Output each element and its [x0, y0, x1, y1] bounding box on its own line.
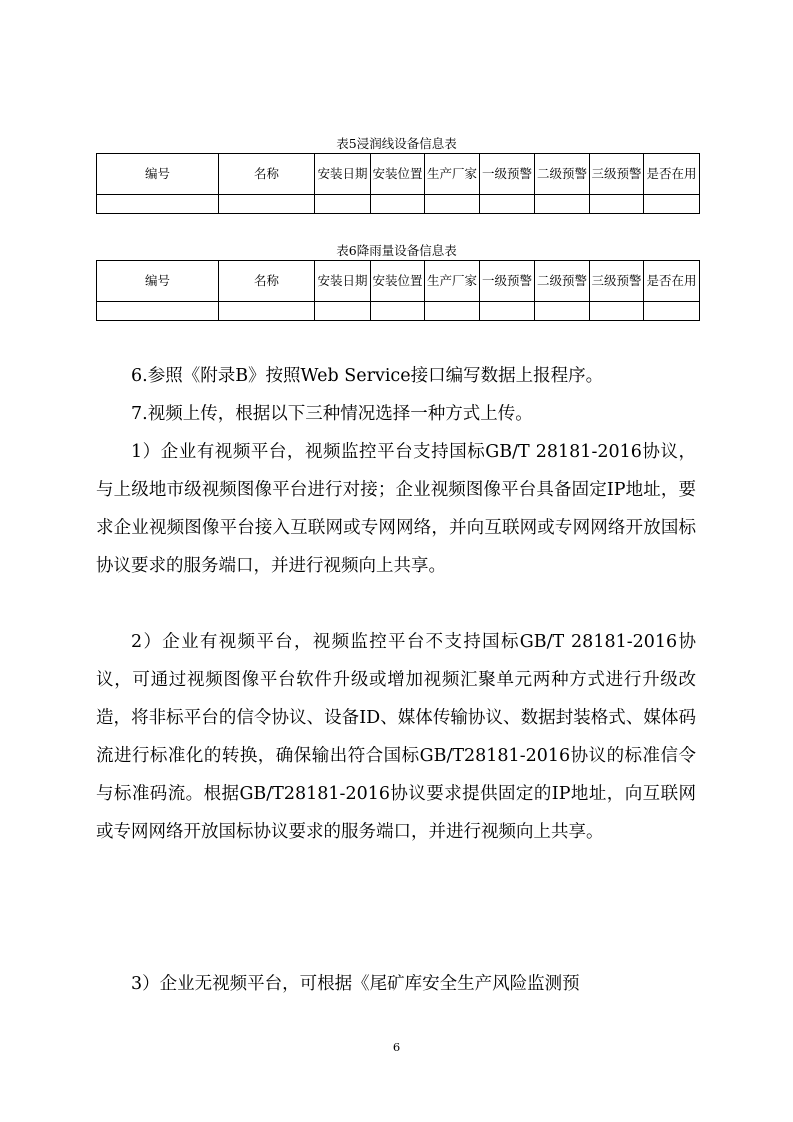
paragraph-step-7: 7.视频上传，根据以下三种情况选择一种方式上传。 — [131, 404, 533, 424]
table5-header-level3-warning: 三级预警 — [590, 154, 644, 195]
table6-caption: 表6降雨量设备信息表 — [336, 243, 457, 258]
paragraph-video-option-1: 1）企业有视频平台，视频监控平台支持国标GB/T 28181-2016协议，与上级地市级视频图像平台进行对接；企业视频图像平台具备固定IP地址，要求企业视频图像平台接入互联网或专网网络，并向互联网或专网网络开放国标协议要求的服务端口，并进行视频向上共享。 — [96, 442, 696, 576]
table6-equipment-info — [96, 260, 700, 321]
table5-empty-row — [97, 195, 700, 214]
table6-header-manufacturer: 生产厂家 — [425, 261, 480, 302]
table5-header-manufacturer: 生产厂家 — [425, 154, 480, 195]
table6-header-level1-warning: 一级预警 — [480, 261, 535, 302]
table5-header-id: 编号 — [97, 154, 219, 195]
paragraph-step-6: 6.参照《附录B》按照Web Service接口编写数据上报程序。 — [131, 366, 604, 386]
paragraph-video-option-2: 2）企业有视频平台，视频监控平台不支持国标GB/T 28181-2016协议，可通过视频图像平台软件升级或增加视频汇聚单元两种方式进行升级改造，将非标平台的信令协议、设备ID、媒体传输协议、数据封装格式、媒体码流进行标准化的转换，确保输出符合国标GB/T28181-2016协议的标准信令与标准码流。根据GB/T28181-2016协议要求提供固定的IP地址，向互联网或专网网络开放国标协议要求的服务端口，并进行视频向上共享。 — [96, 632, 696, 842]
table6-header-in-use: 是否在用 — [644, 261, 700, 302]
table6-header-install-location: 安装位置 — [371, 261, 425, 302]
table5-header-name: 名称 — [219, 154, 315, 195]
table5-header-install-date: 安装日期 — [315, 154, 371, 195]
table6-header-install-date: 安装日期 — [315, 261, 371, 302]
table6-empty-row — [97, 302, 700, 321]
table6-header-level3-warning: 三级预警 — [590, 261, 644, 302]
table6-header-id: 编号 — [97, 261, 219, 302]
table5-header-level1-warning: 一级预警 — [480, 154, 535, 195]
page-number: 6 — [392, 1040, 401, 1054]
table5-caption: 表5浸润线设备信息表 — [336, 136, 457, 151]
table6-header-name: 名称 — [219, 261, 315, 302]
table5-header-in-use: 是否在用 — [644, 154, 700, 195]
paragraph-video-option-3: 3）企业无视频平台，可根据《尾矿库安全生产风险监测预 — [131, 974, 580, 994]
table5-equipment-info — [96, 153, 700, 214]
table5-header-install-location: 安装位置 — [371, 154, 425, 195]
table5-header-level2-warning: 二级预警 — [535, 154, 590, 195]
table6-header-level2-warning: 二级预警 — [535, 261, 590, 302]
